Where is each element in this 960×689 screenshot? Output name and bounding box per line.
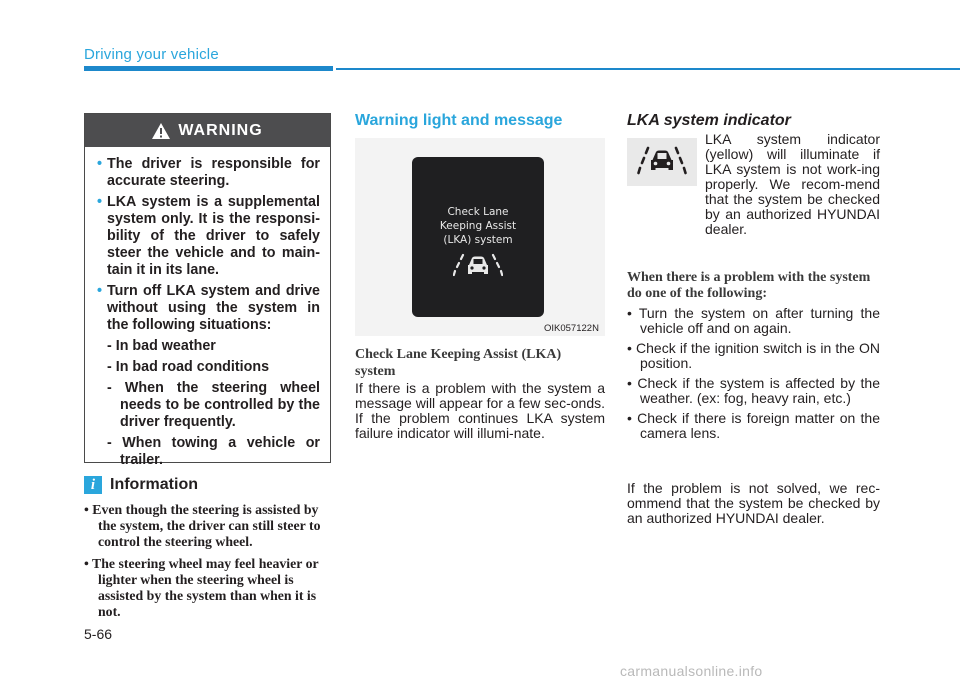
warning-subitem: - In bad road conditions [107, 359, 270, 375]
warning-item [97, 283, 320, 469]
info-icon: i [84, 476, 102, 494]
warning-label: WARNING [178, 121, 263, 139]
cluster-message-line: Keeping Assist [439, 220, 517, 232]
check-lka-subheading: Check Lane Keeping Assist (LKA) system [355, 347, 562, 379]
warning-triangle-icon [152, 123, 170, 139]
cluster-message [412, 205, 544, 247]
warning-item: • The driver is responsible for accurate steering. [97, 156, 320, 190]
information-item: • The steering wheel may feel heavier or lighter when the steering wheel is assisted by the system than when it is not. [84, 556, 319, 619]
warning-subitem: - In bad weather [107, 338, 216, 354]
closing-paragraph: If the problem is not solved, we rec-ommend that the system be checked by an authorized HYUNDAI dealer. [627, 480, 880, 526]
warning-header [85, 114, 330, 147]
header-rule-thick [84, 66, 333, 71]
header-rule-thin [336, 68, 960, 70]
information-header [84, 476, 198, 494]
warning-item-text: Turn off LKA system and drive without using the system in the following situations: [107, 283, 320, 333]
problem-heading: When there is a problem with the system do one of the following: [627, 270, 871, 301]
warning-box [84, 113, 331, 468]
troubleshooting-step: • Check if the ignition switch is in the ON position. [627, 340, 880, 371]
indicator-icon-box [627, 138, 697, 186]
warning-subitem: - When towing a vehicle or trailer. [107, 435, 320, 468]
information-list [84, 502, 334, 626]
lane-keeping-car-icon [453, 253, 503, 279]
warning-list [85, 147, 330, 469]
warning-light-paragraph: If there is a problem with the system a message will appear for a few sec-onds. If the problem continues LKA system failure indicator will illumi-nate. [355, 380, 605, 441]
troubleshooting-step: • Check if there is foreign matter on the camera lens. [627, 410, 880, 441]
warning-subitem: - When the steering wheel needs to be controlled by the driver frequently. [107, 380, 320, 430]
troubleshooting-step: • Check if the system is affected by the weather. (ex: fog, heavy rain, etc.) [627, 375, 880, 406]
information-item: • Even though the steering is assisted by the system, the driver can still steer to control the steering wheel. [84, 502, 321, 549]
information-title: Information [110, 476, 198, 493]
watermark: carmanualsonline.info [620, 663, 763, 679]
page-number: 5-66 [84, 626, 113, 642]
troubleshooting-step: • Turn the system on after turning the vehicle off and on again. [627, 305, 880, 336]
cluster-message-line: (LKA) system [443, 234, 513, 246]
troubleshooting-list [627, 306, 880, 446]
lka-indicator-heading: LKA system indicator [627, 112, 791, 129]
figure-code: OIK057122N [544, 323, 599, 334]
warning-sublist [107, 338, 320, 469]
warning-item: • LKA system is a supplemental system only. It is the responsi-bility of the driver to safely steer the vehicle and to main-tain it in its lane. [97, 194, 320, 279]
cluster-message-line: Check Lane [447, 206, 509, 218]
section-title: Driving your vehicle [84, 46, 219, 63]
cluster-display [412, 157, 544, 317]
lka-indicator-text: LKA system indicator (yellow) will illuminate if LKA system is not work-ing properly. We recom-mend that the system be checked by an authorized HYUNDAI dealer. [705, 131, 880, 237]
warning-light-heading: Warning light and message [355, 112, 563, 129]
lka-indicator-icon [637, 146, 687, 176]
